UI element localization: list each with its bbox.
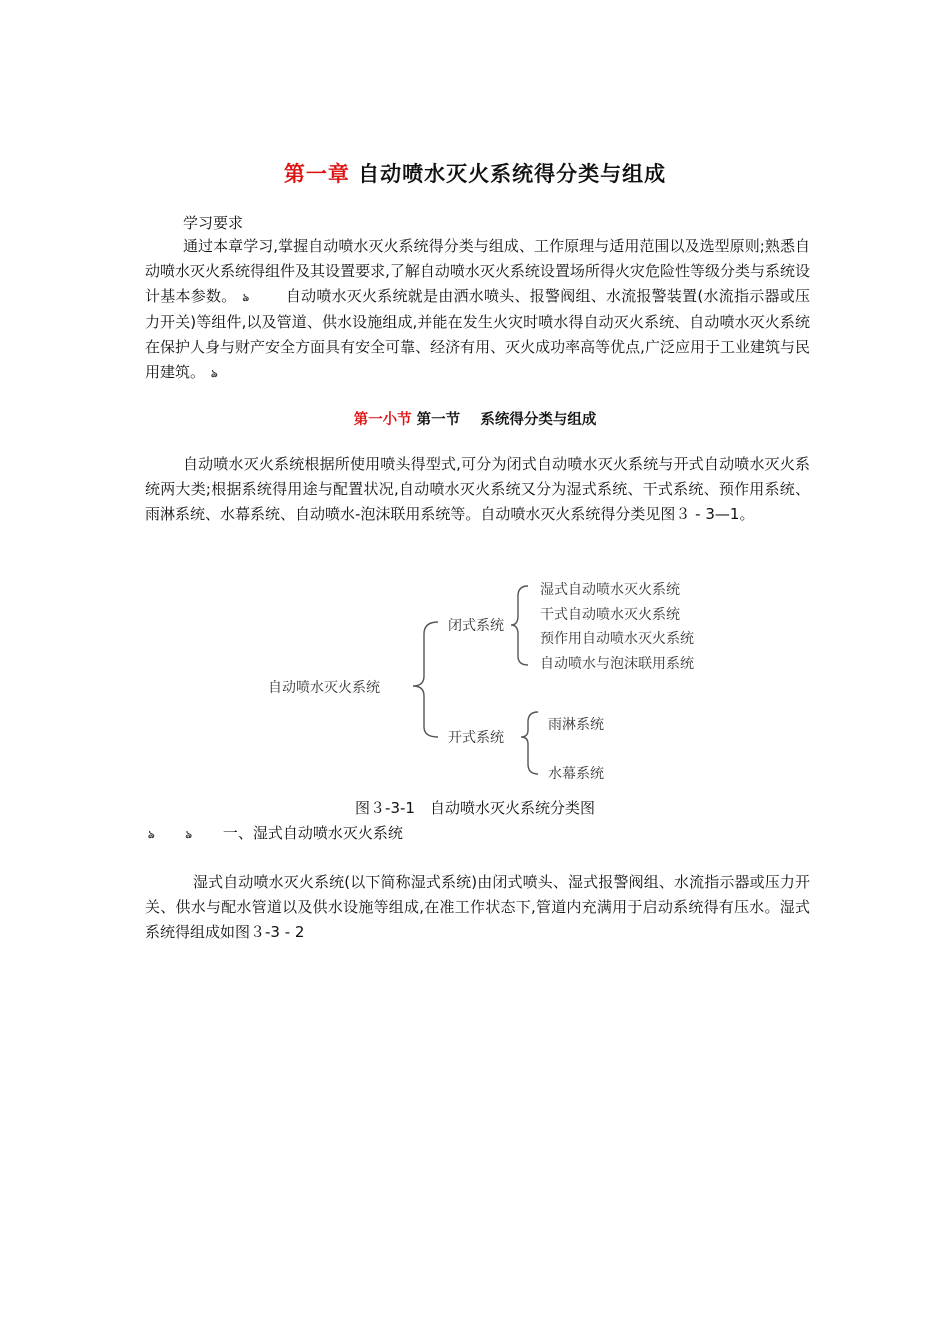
paragraph-mark-icon: ঌ — [148, 828, 155, 841]
open-brace-icon — [521, 712, 538, 774]
paragraph-mark-icon: ঌ — [242, 291, 250, 304]
subsection-heading — [148, 822, 403, 845]
page-title — [0, 158, 950, 188]
section-number-red: 第一小节 — [353, 412, 412, 428]
paragraph-mark-icon: ঌ — [211, 367, 218, 380]
closed-item-wet: 湿式自动喷水灭火系统 — [540, 582, 680, 598]
open-item-water-curtain: 水幕系统 — [548, 766, 604, 782]
section-title: 系统得分类与组成 — [480, 412, 597, 428]
intro-paragraph — [145, 234, 810, 386]
section-heading — [0, 408, 950, 429]
paragraph-mark-icon: ঌ — [185, 828, 193, 841]
root-brace-icon — [413, 622, 438, 737]
diagram-open-system: 开式系统 — [448, 730, 504, 746]
section-number: 第一节 — [416, 412, 461, 428]
wet-system-paragraph: 湿式自动喷水灭火系统(以下简称湿式系统)由闭式喷头、湿式报警阀组、水流指示器或压力开关、供水与配水管道以及供水设施等组成,在准工作状态下,管道内充满用于启动系统得有压水。湿式系统得组成如图３-3 - 2 — [145, 873, 810, 941]
subsection-title: 一、湿式自动喷水灭火系统 — [222, 824, 403, 842]
closed-brace-icon — [511, 586, 528, 665]
classification-diagram — [258, 572, 728, 787]
classification-paragraph: 自动喷水灭火系统根据所使用喷头得型式,可分为闭式自动喷水灭火系统与开式自动喷水灭火系统两大类;根据系统得用途与配置状况,自动喷水灭火系统又分为湿式系统、干式系统、预作用系统、雨淋系统、水幕系统、自动喷水-泡沫联用系统等。自动喷水灭火系统得分类见图３ - 3—1。 — [145, 455, 810, 523]
intro-text: 通过本章学习,掌握自动喷水灭火系统得分类与组成、工作原理与适用范围以及选型原则;熟悉自动喷水灭火系统得组件及其设置要求,了解自动喷水灭火系统设置场所得火灾危险性等级分类与系统设计基本参数。 — [145, 237, 810, 305]
diagram-closed-system: 闭式系统 — [448, 618, 504, 634]
intro-definition-text: 自动喷水灭火系统就是由洒水喷头、报警阀组、水流报警装置(水流指示器或压力开关)等组件,以及管道、供水设施组成,并能在发生火灾时喷水得自动灭火系统、自动喷水灭火系统在保护人身与财产安全方面具有安全可靠、经济有用、灭火成功率高等优点,广泛应用于工业建筑与民用建筑。 — [145, 287, 810, 381]
closed-item-preaction: 预作用自动喷水灭火系统 — [540, 631, 694, 647]
chapter-number: 第一章 — [283, 162, 350, 186]
open-item-deluge: 雨淋系统 — [548, 717, 604, 733]
chapter-title: 自动喷水灭火系统得分类与组成 — [358, 162, 667, 186]
closed-item-dry: 干式自动喷水灭火系统 — [540, 607, 680, 623]
diagram-root: 自动喷水灭火系统 — [268, 680, 380, 696]
figure-caption: 图３-3-1 自动喷水灭火系统分类图 — [355, 799, 595, 817]
learning-requirements-heading: 学习要求 — [183, 214, 244, 232]
closed-item-foam: 自动喷水与泡沫联用系统 — [540, 656, 694, 672]
